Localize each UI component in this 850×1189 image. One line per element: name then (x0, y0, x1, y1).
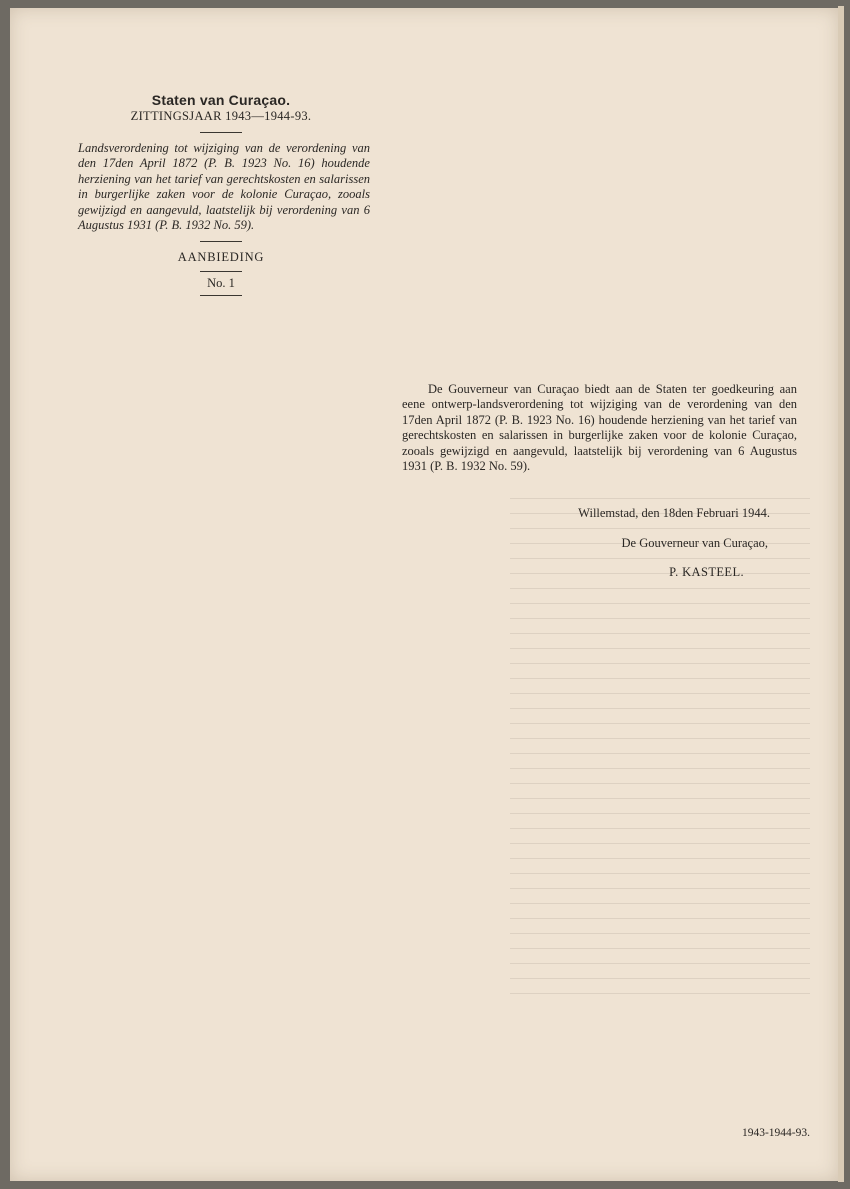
divider (200, 295, 242, 296)
divider (200, 271, 242, 272)
divider (200, 132, 242, 133)
divider (200, 241, 242, 242)
page-edge (838, 6, 844, 1182)
bleed-through-texture (510, 488, 810, 1008)
footer-code: 1943-1944-93. (741, 1127, 810, 1139)
org-title: Staten van Curaçao. (151, 92, 291, 108)
signatory: P. KASTEEL. (669, 565, 744, 579)
session-line: ZITTINGSJAAR 1943—1944-93. (130, 109, 312, 123)
ordinance-title: Landsverordening tot wijziging van de verordening van den 17den April 1872 (P. B. 1923 No. 16) houdende herziening van het tarief van gerechtskosten en salarissen in burgerlijke zaken voor de kolonie Curaçao, zooals gewijzigd en aangevuld, laatstelijk bij verordening van 6 Augustus 1931 (P. B. 1932 No. 59). (78, 141, 370, 233)
header-block (72, 92, 370, 296)
body-paragraph: De Gouverneur van Curaçao biedt aan de Staten ter goedkeuring aan eene ontwerp-landsverordening tot wijziging van de verordening van den 17den April 1872 (P. B. 1923 No. 16) houdende herziening van het tarief van gerechtskosten en salarissen in burgerlijke zaken voor de kolonie Curaçao, zooals gewijzigd en aangevuld, laatstelijk bij verordening van 6 Augustus 1931 (P. B. 1932 No. 59). (402, 382, 797, 474)
offer-label: AANBIEDING (177, 250, 265, 265)
place-date: Willemstad, den 18den Februari 1944. (578, 506, 770, 520)
governor-title: De Gouverneur van Curaçao, (621, 536, 768, 550)
offer-number: No. 1 (207, 276, 235, 291)
